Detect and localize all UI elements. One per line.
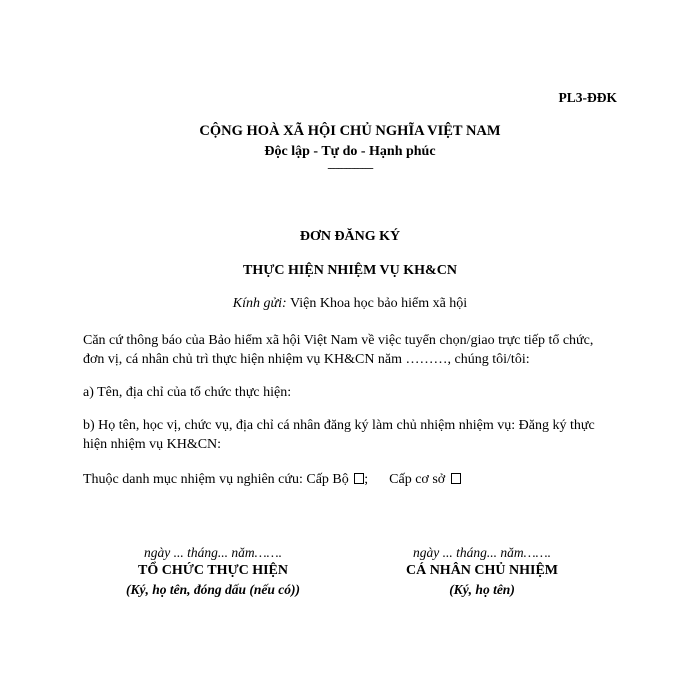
form-title: ĐƠN ĐĂNG KÝ [299,229,401,244]
signature-block-organization [83,544,343,599]
signature-note: (Ký, họ tên) [449,582,515,597]
recipient-value: Viện Khoa học bảo hiểm xã hội [286,296,468,311]
national-motto: Độc lập - Tự do - Hạnh phúc [264,144,436,159]
organization-field: a) Tên, địa chỉ của tổ chức thực hiện: [83,385,292,400]
category-label: Thuộc danh mục nhiệm vụ nghiên cứu: [83,472,307,487]
option-base-checkbox[interactable] [451,473,461,484]
document-code: PL3-ĐĐK [558,90,617,105]
header-divider: ----------------- [327,162,373,174]
intro-paragraph: Căn cứ thông báo của Bảo hiểm xã hội Việt Nam về việc tuyển chọn/giao trực tiếp tổ chức, đơn vị, cá nhân chủ trì thực hiện nhiệm vụ KH&CN năm ………, chúng tôi/tôi: [83,333,594,367]
signature-role: TỔ CHỨC THỰC HIỆN [138,563,288,578]
signature-note: (Ký, họ tên, đóng dấu (nếu có)) [125,582,300,597]
leader-field: b) Họ tên, học vị, chức vụ, địa chỉ cá nhân đăng ký làm chủ nhiệm nhiệm vụ: Đăng ký thực hiện nhiệm vụ KH&CN: [83,418,595,452]
recipient-line [0,296,700,312]
option-ministry-checkbox[interactable] [354,473,364,484]
recipient-label: Kính gửi: [232,296,287,311]
option-base-label: Cấp cơ sở [389,472,446,487]
signature-role: CÁ NHÂN CHỦ NHIỆM [405,563,559,578]
form-subtitle: THỰC HIỆN NHIỆM VỤ KH&CN [243,263,457,278]
signature-block-leader [352,544,612,599]
category-line [83,470,618,489]
option-separator: ; [364,472,369,487]
signature-date: ngày ... tháng... năm……. [413,545,551,560]
national-title: CỘNG HOÀ XÃ HỘI CHỦ NGHĨA VIỆT NAM [199,123,501,139]
option-ministry-label: Cấp Bộ [306,472,349,487]
signature-date: ngày ... tháng... năm……. [144,545,282,560]
